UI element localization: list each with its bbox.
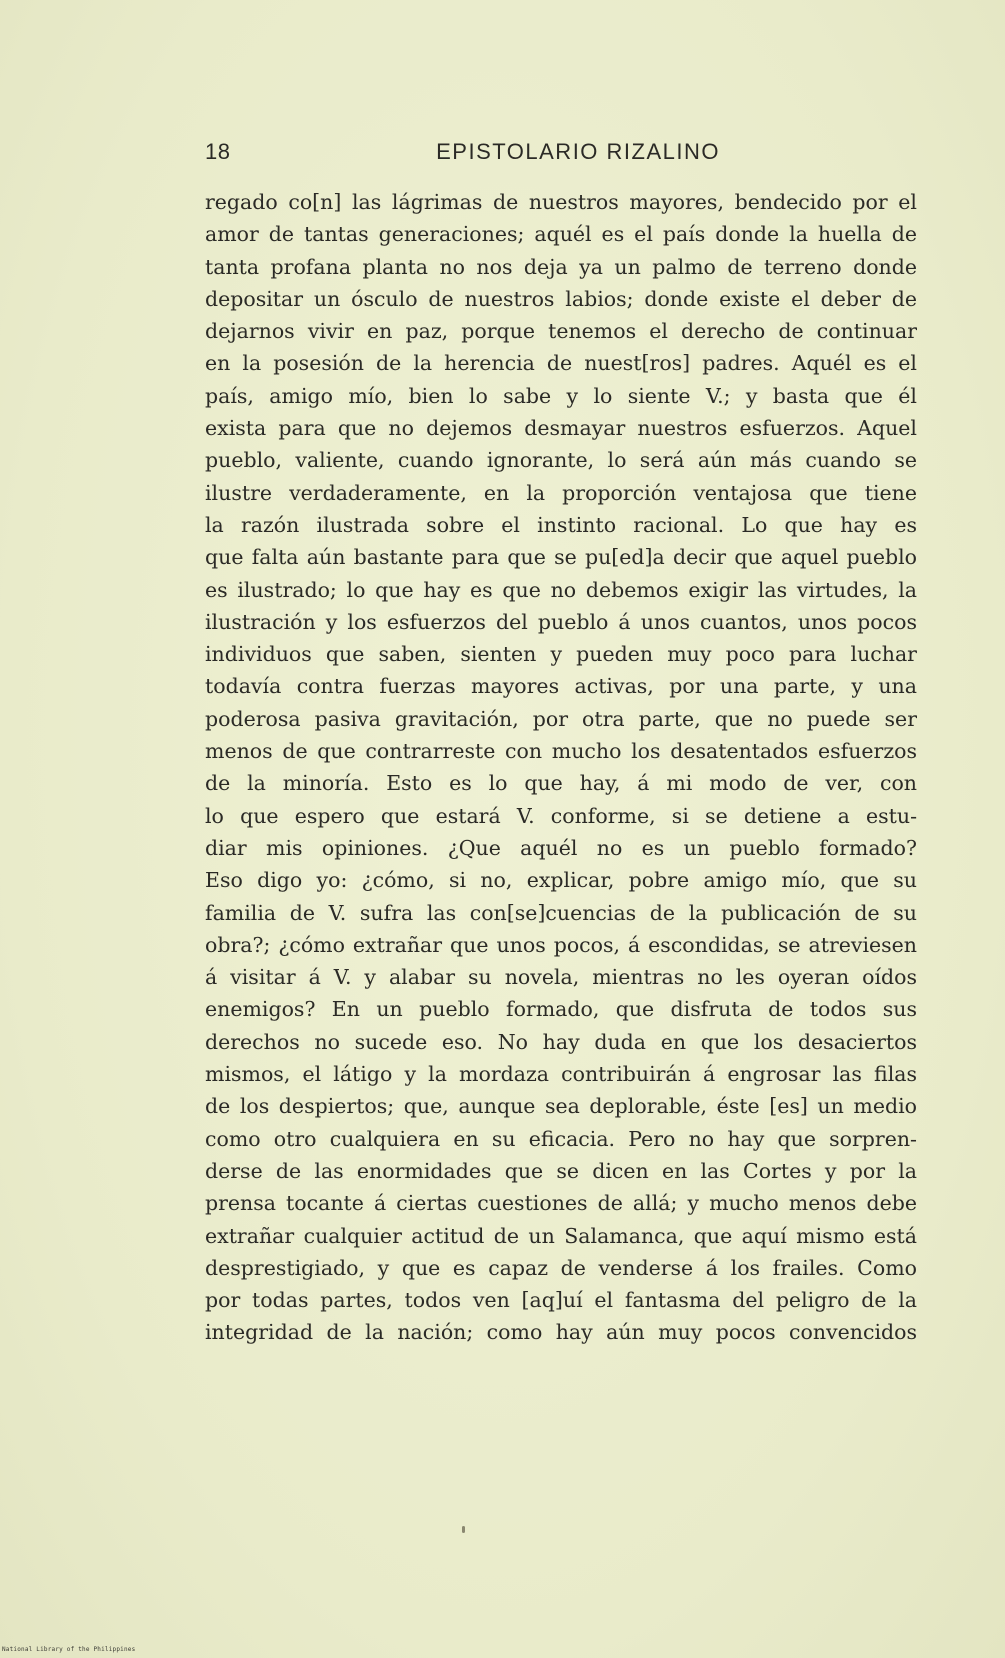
page-number: 18 bbox=[205, 139, 231, 164]
running-title: EPISTOLARIO RIZALINO bbox=[436, 139, 720, 164]
text-line: integridad de la nación; como hay aún muy pocos convencidos bbox=[205, 1320, 917, 1345]
library-credit: National Library of the Philippines bbox=[2, 1646, 136, 1653]
text-line: individuos que saben, sienten y pueden muy poco para luchar bbox=[205, 642, 917, 667]
text-line: de los despiertos; que, aunque sea deplorable, éste [es] un medio bbox=[205, 1094, 917, 1119]
text-line: la razón ilustrada sobre el instinto racional. Lo que hay es bbox=[205, 512, 917, 537]
text-line: ilustre verdaderamente, en la proporción ventajosa que tiene bbox=[205, 480, 917, 505]
text-line: de la minoría. Esto es lo que hay, á mi modo de ver, con bbox=[205, 771, 917, 796]
text-line: extrañar cualquier actitud de un Salamanca, que aquí mismo está bbox=[205, 1223, 917, 1248]
text-line: tanta profana planta no nos deja ya un palmo de terreno donde bbox=[205, 254, 917, 279]
text-line: familia de V. sufra las con[se]cuencias de la publicación de su bbox=[205, 900, 917, 925]
text-line: derse de las enormidades que se dicen en las Cortes y por la bbox=[205, 1158, 917, 1183]
text-line: en la posesión de la herencia de nuest[ros] padres. Aquél es el bbox=[205, 351, 917, 376]
text-line: todavía contra fuerzas mayores activas, por una parte, y una bbox=[205, 674, 917, 699]
text-line: lo que espero que estará V. conforme, si se detiene a estu- bbox=[205, 803, 917, 828]
text-line: Eso digo yo: ¿cómo, si no, explicar, pobre amigo mío, que su bbox=[205, 868, 917, 893]
text-line: obra?; ¿cómo extrañar que unos pocos, á escondidas, se atreviesen bbox=[205, 932, 917, 957]
text-line: pueblo, valiente, cuando ignorante, lo será aún más cuando se bbox=[205, 448, 917, 473]
text-line: prensa tocante á ciertas cuestiones de allá; y mucho menos debe bbox=[205, 1191, 917, 1216]
text-line: desprestigiado, y que es capaz de venderse á los frailes. Como bbox=[205, 1255, 917, 1280]
text-line: como otro cualquiera en su eficacia. Pero no hay que sorpren- bbox=[205, 1126, 917, 1151]
paper-speck bbox=[462, 1526, 465, 1533]
text-line: poderosa pasiva gravitación, por otra parte, que no puede ser bbox=[205, 706, 917, 731]
page-header bbox=[205, 136, 720, 172]
text-line: ilustración y los esfuerzos del pueblo á unos cuantos, unos pocos bbox=[205, 609, 917, 634]
text-line: mismos, el látigo y la mordaza contribuirán á engrosar las filas bbox=[205, 1062, 917, 1087]
body-text bbox=[205, 186, 917, 1349]
text-line: amor de tantas generaciones; aquél es el país donde la huella de bbox=[205, 222, 917, 247]
text-line: dejarnos vivir en paz, porque tenemos el derecho de continuar bbox=[205, 319, 917, 344]
text-line: derechos no sucede eso. No hay duda en que los desaciertos bbox=[205, 1029, 917, 1054]
text-line: menos de que contrarreste con mucho los desatentados esfuerzos bbox=[205, 739, 917, 764]
text-line: país, amigo mío, bien lo sabe y lo siente V.; y basta que él bbox=[205, 383, 917, 408]
text-line: enemigos? En un pueblo formado, que disfruta de todos sus bbox=[205, 997, 917, 1022]
text-line: es ilustrado; lo que hay es que no debemos exigir las virtudes, la bbox=[205, 577, 917, 602]
text-line: depositar un ósculo de nuestros labios; donde existe el deber de bbox=[205, 286, 917, 311]
text-line: por todas partes, todos ven [aq]uí el fantasma del peligro de la bbox=[205, 1288, 917, 1313]
text-line: á visitar á V. y alabar su novela, mientras no les oyeran oídos bbox=[205, 965, 917, 990]
text-line: regado co[n] las lágrimas de nuestros mayores, bendecido por el bbox=[205, 190, 917, 214]
text-line: diar mis opiniones. ¿Que aquél no es un pueblo formado? bbox=[205, 835, 917, 860]
text-line: exista para que no dejemos desmayar nuestros esfuerzos. Aquel bbox=[205, 416, 917, 441]
text-line: que falta aún bastante para que se pu[ed]a decir que aquel pueblo bbox=[205, 545, 917, 570]
